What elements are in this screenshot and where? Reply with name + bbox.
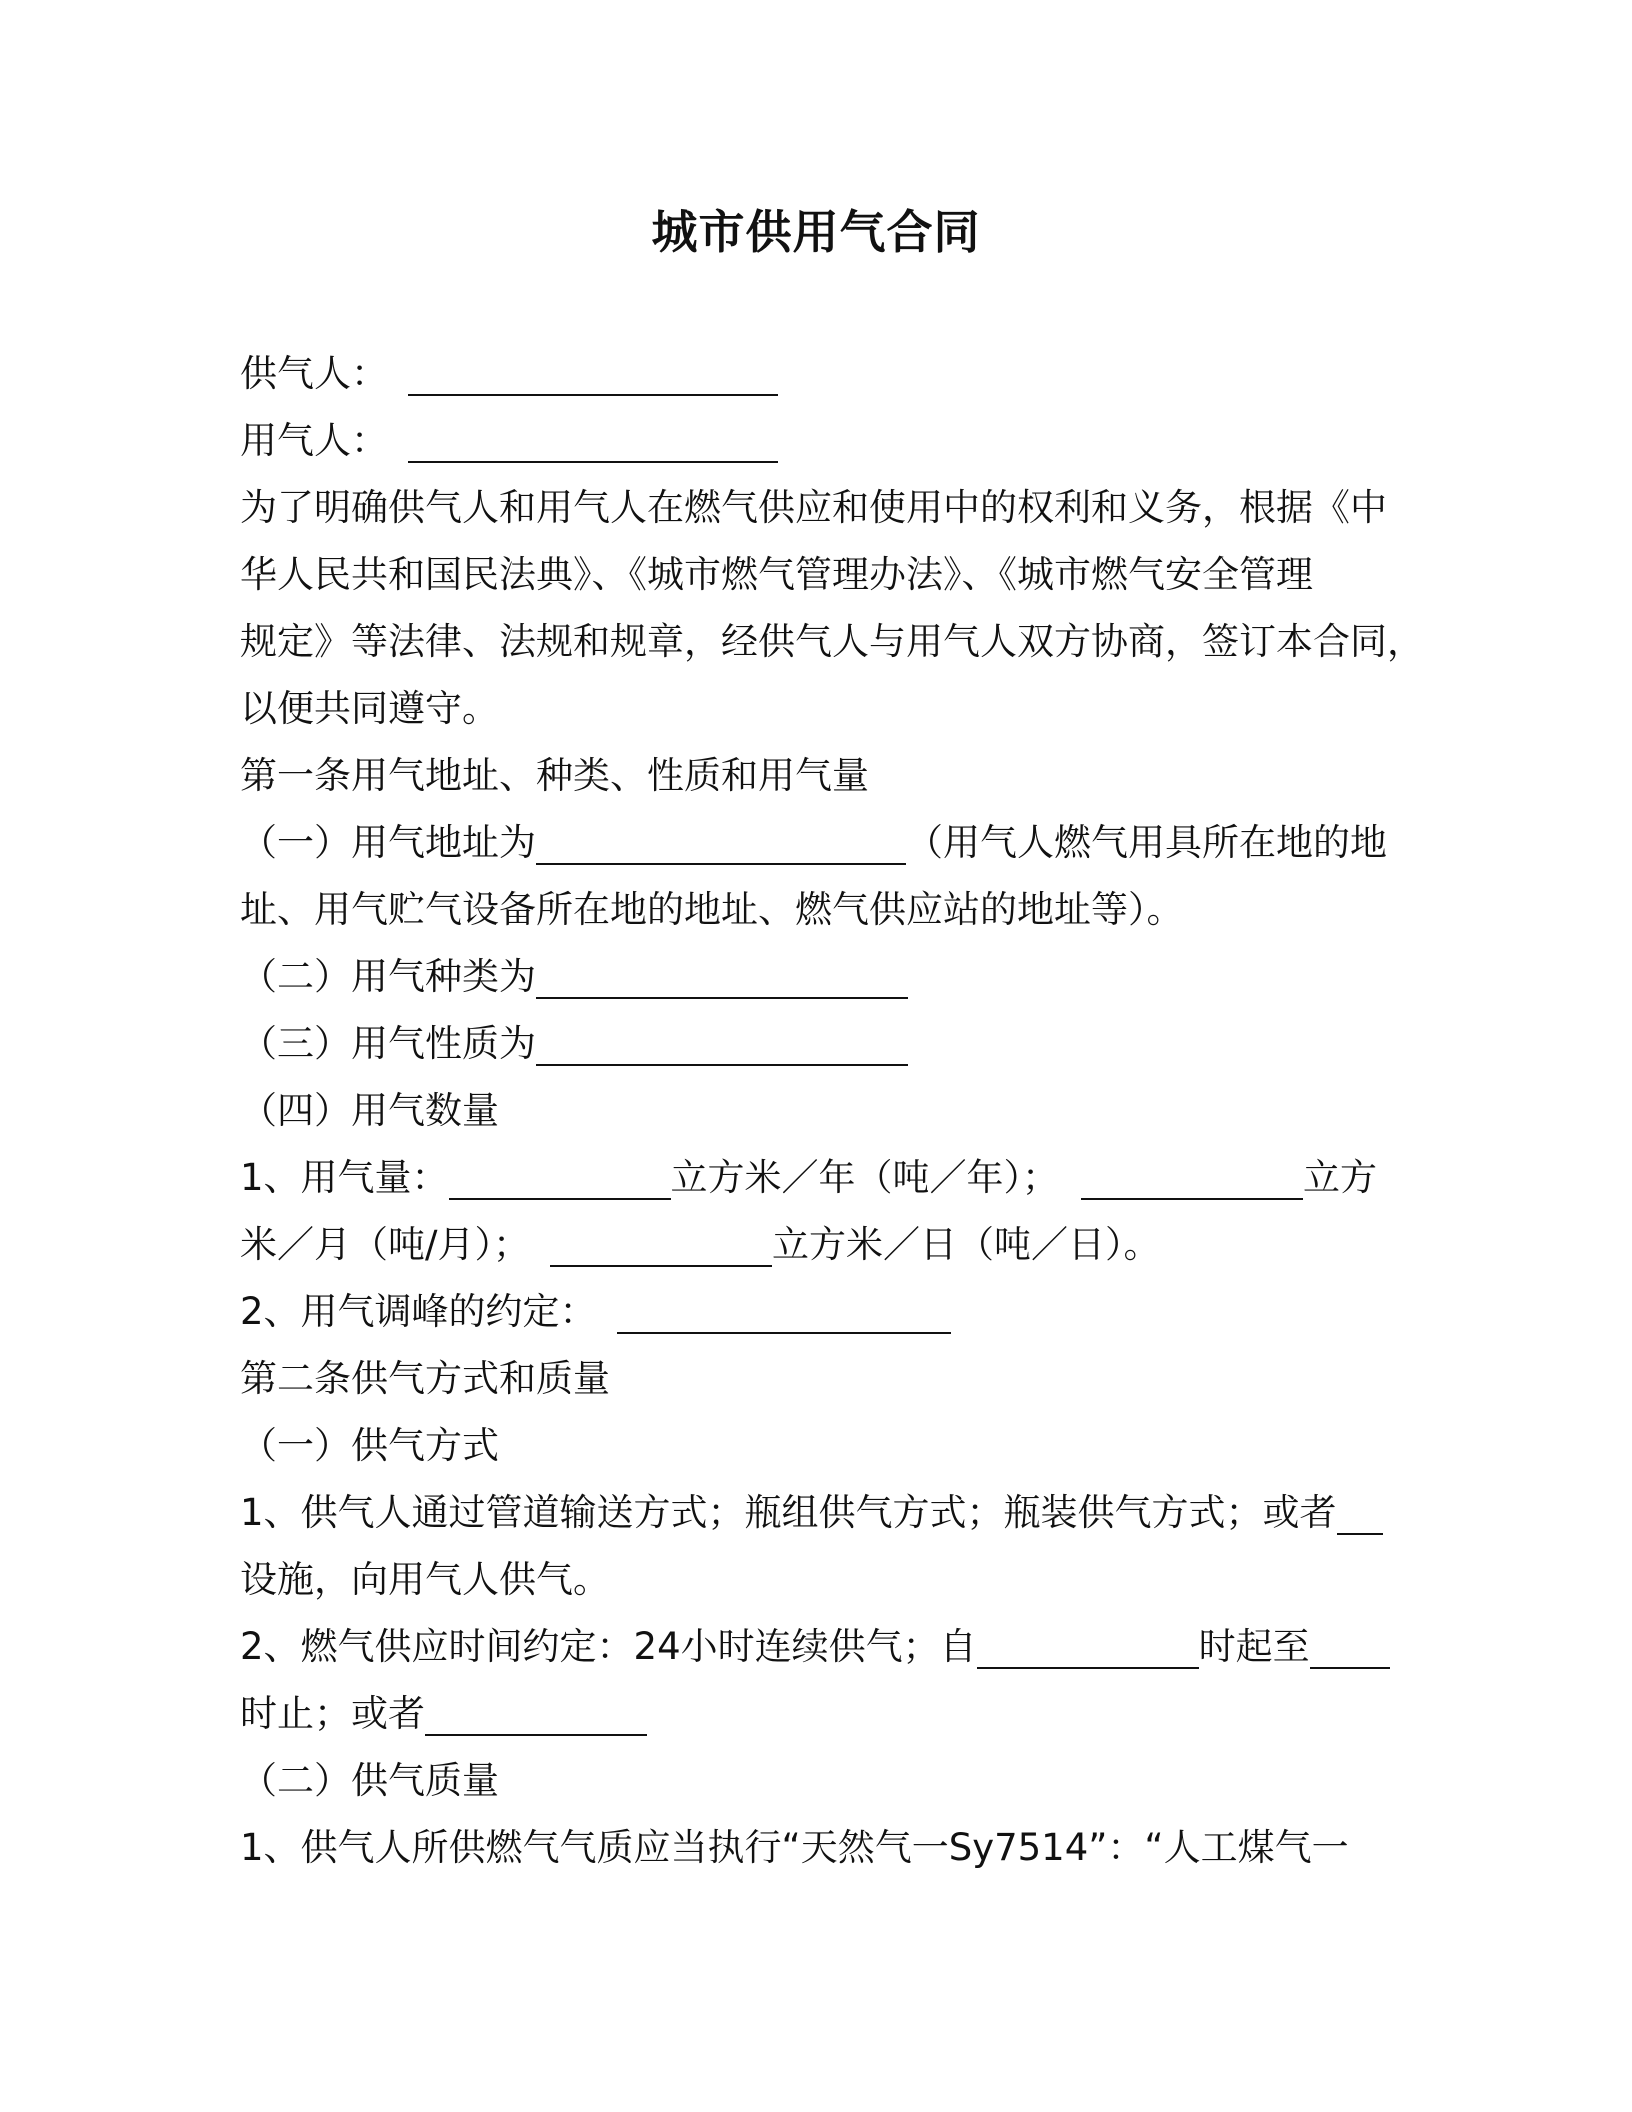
nature-line <box>240 1010 1388 1077</box>
m2-prefix: 2、燃气供应时间约定：24小时连续供气；自 <box>240 1625 977 1668</box>
q1-unit-month-part1: 立方 <box>1303 1156 1378 1199</box>
m2-end-blank <box>1310 1623 1390 1669</box>
type-line <box>240 943 1388 1010</box>
address-blank <box>536 819 906 865</box>
m2-mid: 时起至 <box>1198 1625 1310 1668</box>
article2-heading: 第二条供气方式和质量 <box>240 1357 610 1400</box>
intro-line-3: 规定》等法律、法规和规章，经供气人与用气人双方协商，签订本合同， <box>240 620 1424 663</box>
method-line-1 <box>240 1479 1388 1546</box>
intro-line-4: 以便共同遵守。 <box>240 687 499 730</box>
q1-prefix: 1、用气量： <box>240 1156 449 1199</box>
m1-blank <box>1337 1489 1383 1535</box>
nature-blank <box>536 1020 908 1066</box>
q1-unit-year: 立方米／年（吨／年）； <box>670 1156 1060 1199</box>
document-body <box>240 340 1424 1881</box>
method-line-2-cont <box>240 1680 1388 1747</box>
quantity-line-1 <box>240 1144 1388 1211</box>
user-line <box>240 407 1388 474</box>
quality-line-1: 1、供气人所供燃气气质应当执行“天然气一Sy7514”：“人工煤气一 <box>240 1826 1349 1869</box>
nature-label: （三）用气性质为 <box>240 1022 536 1065</box>
intro-line-2: 华人民共和国民法典》、《城市燃气管理办法》、《城市燃气安全管理 <box>240 553 1313 596</box>
q1-month-blank <box>1081 1154 1303 1200</box>
method-heading: （一）供气方式 <box>240 1424 499 1467</box>
q1-day-blank <box>550 1221 772 1267</box>
type-blank <box>536 953 908 999</box>
document-title: 城市供用气合同 <box>651 205 981 259</box>
quantity-heading: （四）用气数量 <box>240 1089 499 1132</box>
m2-start-blank <box>977 1623 1199 1669</box>
type-label: （二）用气种类为 <box>240 955 536 998</box>
peak-blank <box>617 1288 951 1334</box>
quality-heading: （二）供气质量 <box>240 1759 499 1802</box>
article1-heading: 第一条用气地址、种类、性质和用气量 <box>240 754 869 797</box>
q1-year-blank <box>449 1154 671 1200</box>
address-prefix: （一）用气地址为 <box>240 821 536 864</box>
supplier-line <box>240 340 1388 407</box>
peak-line <box>240 1278 1388 1345</box>
m2-other-blank <box>425 1690 647 1736</box>
m2-cont: 时止；或者 <box>240 1692 425 1735</box>
q1-unit-month-part2: 米／月（吨/月）； <box>240 1223 530 1266</box>
method-line-1-cont: 设施，向用气人供气。 <box>240 1558 610 1601</box>
supplier-blank <box>408 350 778 396</box>
q1-unit-day: 立方米／日（吨／日）。 <box>771 1223 1161 1266</box>
address-line <box>240 809 1388 876</box>
user-label: 用气人： <box>240 419 388 462</box>
user-blank <box>408 417 778 463</box>
address-suffix: （用气人燃气用具所在地的地 <box>906 821 1387 864</box>
method-line-2 <box>240 1613 1388 1680</box>
q2-label: 2、用气调峰的约定： <box>240 1290 597 1333</box>
address-cont: 址、用气贮气设备所在地的地址、燃气供应站的地址等）。 <box>240 888 1184 931</box>
intro-line-1: 为了明确供气人和用气人在燃气供应和使用中的权利和义务，根据《中 <box>240 486 1387 529</box>
quantity-line-2 <box>240 1211 1388 1278</box>
m1-text: 1、供气人通过管道输送方式；瓶组供气方式；瓶装供气方式；或者 <box>240 1491 1337 1534</box>
supplier-label: 供气人： <box>240 352 388 395</box>
